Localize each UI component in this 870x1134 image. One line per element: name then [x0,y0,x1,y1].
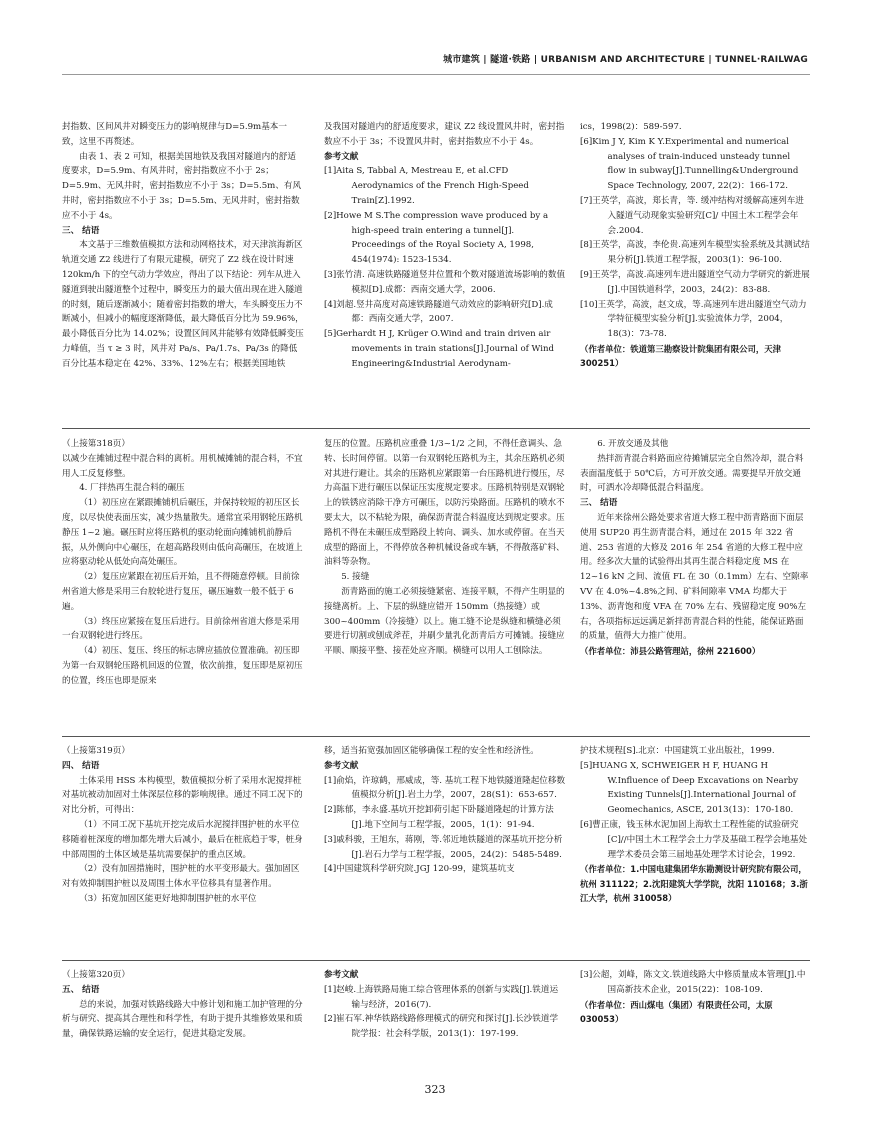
running-header: 城市建筑 | 隧道·铁路 | URBANISM AND ARCHITECTURE | TUNNEL·RAILWAG [443,55,808,65]
paragraph: 沥青路面的施工必须接缝紧密、连接平顺，不得产生明显的接缝离析。上、下层的纵缝应错开 150mm（热接缝）或 300~400mm（冷接缝）以上。施工缝不论是纵缝和横缝必须要进行切割或刨成斧茬，并刷少量乳化沥青后方可摊铺。接缝应平顺、顺接平整、接茬处应齐顺。横缝可以用人工刨除法。 [324,586,565,657]
continued-note: （上接第320页） [62,970,130,980]
subheading: 4. 厂拌热再生混合料的碾压 [79,483,185,494]
reference-item: [1]Aita S, Tabbal A, Mestreau E, et al.CFD Aerodynamics of the French High-Speed Train[Z].1992. [324,166,529,206]
s1-column-3 [580,120,810,371]
section-heading: 三、 结语 [580,498,618,509]
reference-item: [6]曹正康，钱玉林水泥加固上海软土工程性能的试验研究[C]//中国土木工程学会土力学及基础工程学会地基处理学术委员会第三届地基处理学术讨论会，1992. [580,819,808,860]
section-heading: 四、 结语 [62,760,100,771]
paragraph: 以减少在摊铺过程中混合料的离析。用机械摊铺的混合料，不宜用人工反复修整。 [62,453,303,479]
reference-item: [7]王英学，高波，郑长青，等. 缓冲结构对缓解高速列车进入隧道气动现象实验研究[C]/ 中国土木工程学会年会.2004. [580,195,804,236]
reference-item: [1]俞焰，许琼鹤，邢威成，等. 基坑工程下地铁隧道隆起位移数值模拟分析[J].岩土力学，2007，28(S1)：653-657. [324,775,566,801]
s2-column-1 [62,437,304,689]
section-divider [62,960,810,961]
reference-item: [5]Gerhardt H J, Krüger O.Wind and train driven air movements in train stations[J].Journal of Wind Engineering&Industrial Aerodynam- [324,329,555,369]
reference-item: [3]公超，刘峰，陈文文.铁道线路大中修质量成本管理[J].中国高新技术企业，2015(22)：108-109. [580,970,806,995]
paragraph: 热拌沥青混合料路面应待摊铺层完全自然冷却，混合料表面温度低于 50℃后，方可开放交通。需要提早开放交通时，可洒水冷却降低混合料温度。 [580,453,804,494]
reference-item: [3]戚科骏，王旭东，蒋刚，等.邻近地铁隧道的深基坑开挖分析[J].岩石力学与工程学报，2005，24(2)：5485-5489. [324,834,563,860]
reference-item: ics，1998(2)：589-597. [580,122,682,132]
subheading: 5. 接缝 [341,572,370,583]
reference-item: [2]陈郁，李永盛.基坑开挖卸荷引起下卧隧道隆起的计算方法[J].地下空间与工程学报，2005，1(1)：91-94. [324,805,554,830]
paragraph: （3）终压应紧接在复压后进行。目前徐州省道大修是采用一台双钢轮进行终压。 [62,616,300,642]
header-rule [62,74,810,75]
paragraph: 复压的位置。压路机应重叠 1/3~1/2 之间，不得任意调头、急转、长时间停留。以第一台双钢轮压路机为主，其余压路机必须对其进行避让。其余的压路机应紧跟第一台压路机进行慢压，尽力高温下进行碾压以保证压实度规定要求。压路机特别是双钢轮上的铁锈应消除干净方可碾压，以防污染路面。压路机的喷水不要太大，以不粘轮为限，确保沥青混合料温度达到规定要求。压路机不得在未碾压成型路段上转向、调头、加水或停留。在当天成型的路面上，不得停放各种机械设备或车辆，不得散落矿料、油料等杂物。 [324,439,565,568]
reference-item: [2]Howe M S.The compression wave produced by a high-speed train entering a tunnel[J]. Proceedings of the Royal Society A, 1998, 454(1974): 1523-1534. [324,210,549,266]
paragraph: （1）不同工况下基坑开挖完成后水泥搅拌围护桩的水平位移随着桩深度的增加都先增大后减小，最后在桩底趋于零，桩身中部周围的土体区域是基坑需要保护的重点区域。 [62,819,303,860]
paragraph: （4）初压、复压、终压的标志牌应插放位置准确。初压即为第一台双钢轮压路机回返的位置，依次前推，复压即是原初压的位置，终压也即是原来 [62,646,303,686]
paragraph: 土体采用 HSS 本构模型，数值模拟分析了采用水泥搅拌桩对基坑被动加固对土体深层位移的影响规律。通过不同工况下的对比分析，可得出： [62,775,303,816]
reference-item: [3]张竹清. 高速铁路隧道竖井位置和个数对隧道流场影响的数值模拟[D].成都：西南交通大学，2006. [324,269,566,295]
page-number: 323 [424,1083,446,1096]
references-heading: 参考文献 [324,760,359,771]
paragraph: （2）复压应紧跟在初压后开始，且不得随意停顿。目前徐州省道大修是采用三台胶轮进行复压，碾压遍数一般不低于 6 遍。 [62,572,300,612]
reference-item: [5]HUANG X, SCHWEIGER H F, HUANG H W.Influence of Deep Excavations on Nearby Existing Tunnels[J].International Journal of Geomechanics, ASCE, 2013(13)：170-180. [580,760,799,816]
paragraph: 本文基于三维数值模拟方法和动网格技术，对天津滨海新区轨道交通 Z2 线进行了有限元建模，研究了 Z2 线在设计时速 120km/h 下的空气动力学效应，得出了以下结论：列车从进入隧道到驶出隧道整个过程中，瞬变压力的最大值出现在进入隧道的时刻，随后逐渐减小；随着密封指数的增大，车头瞬变压力不断减小，但减小的幅度逐渐降低，最大降低百分比为 59.96%，最小降低百分比为 14.02%；设置区间风井能够有效降低瞬变压力峰值，当 τ ≥ 3 时，风井对 Pa/s、Pa/1.7s、Pa/3s 的降低百分比基本稳定在 42%、33%、12%左右；根据美国地铁 [62,240,304,369]
section-divider [62,736,810,737]
s3-column-2 [324,744,566,877]
author-affiliation: （作者单位：1.中国电建集团华东勘测设计研究院有限公司，杭州 311122；2.沈阳建筑大学学院，沈阳 110168；3.浙江大学，杭州 310058） [580,864,808,904]
subheading: 6. 开放交通及其他 [597,439,669,449]
paragraph: 由表 1、表 2 可知，根据美国地铁及我国对隧道内的舒适度要求，D=5.9m、有风井时，密封指数应不小于 2s；D=5.9m、无风井时，密封指数应不小于 3s；D=5.5m、有风井时，密封指数应不小于 3s；D=5.5m、无风井时，密封指数应不小于 4s。 [62,151,302,221]
s2-column-3 [580,437,810,659]
reference-item: [9]王英学，高波.高速列车进出隧道空气动力学研究的新进展[J].中国铁道科学，2003，24(2)：83-88. [580,269,810,295]
paragraph: 移，适当拓宽强加固区能够确保工程的安全性和经济性。 [324,746,539,756]
reference-item: [4]刘超.竖井高度对高速铁路隧道气动效应的影响研究[D].成都：西南交通大学，2007. [324,299,553,325]
continued-note: （上接第318页） [62,439,130,449]
s4-column-1 [62,968,304,1042]
author-affiliation: （作者单位：沛县公路管理站，徐州 221600） [580,646,761,657]
section-heading: 三、 结语 [62,225,100,236]
paragraph: （1）初压应在紧跟摊铺机后碾压，并保持较短的初压区长度，以尽快使表面压实，减少热量散失。通常宜采用钢轮压路机静压 1~2 遍。碾压时应将压路机的驱动轮面向摊铺机前静后振，从外侧向中心碾压，在超高路段则由低向高碾压，在坡道上应将驱动轮从低处向高处碾压。 [62,498,303,568]
paragraph: 封指数、区间风井对瞬变压力的影响规律与D=5.9m基本一致，这里不再赘述。 [62,122,287,147]
author-affiliation: （作者单位：西山煤电（集团）有限责任公司，太原 030053） [580,999,773,1025]
reference-item: [8]王英学，高波，李伦贵.高速列车模型实验系统及其测试结果分析[J].铁道工程学报，2003(1)：96-100. [580,240,810,266]
s3-column-1 [62,744,304,907]
s2-column-2 [324,437,566,659]
reference-item: [10]王英学，高波，赵文成，等.高速列车进出隧道空气动力学特征模型实验分析[J].实验流体力学，2004，18(3)：73-78. [580,299,807,340]
s1-column-1 [62,120,304,372]
paragraph: 近年来徐州公路处要求省道大修工程中沥青路面下面层使用 SUP20 再生沥青混合料，通过在 2015 年 322 省道、253 省道的大修及 2016 年 254 省道的大修工程中应用。经多次大量的试验得出其再生混合料稳定度 MS 在 12~16 kN 之间、流值 FL 在 30（0.1mm）左右、空隙率 VV 在 4.0%~4.8%之间、矿料间隙率 VMA 均都大于 13%、沥青饱和度 VFA 在 70% 左右、残留稳定度 90%左右，各项指标远远满足新拌沥青混合料的性能，能保证路面的质量，值得大力推广使用。 [580,512,809,642]
paragraph: 及我国对隧道内的舒适度要求，建议 Z2 线设置风井时，密封指数应不小于 3s；不设置风井时，密封指数应不小于 4s。 [324,122,565,147]
s4-column-3 [580,968,810,1027]
references-heading: 参考文献 [324,151,359,162]
reference-item: [6]Kim J Y, Kim K Y.Experimental and numerical analyses of train-induced unsteady tunnel flow in subway[J].Tunnelling&Underground Space Technology, 2007, 22(2)：166-172. [580,136,799,192]
paragraph: （2）没有加固措施时，围护桩的水平变形最大。强加固区对有效抑制围护桩以及周围土体水平位移具有显著作用。 [62,864,300,890]
s4-column-2 [324,968,566,1042]
references-heading: 参考文献 [324,970,359,980]
reference-item: [1]赵峻.上海铁路局施工综合管理体系的创新与实践[J].铁道运输与经济，2016(7). [324,984,559,1010]
reference-item: [4]中国建筑科学研究院.JGJ 120-99，建筑基坑支 [324,864,515,875]
paragraph: 总的来说，加强对铁路线路大中修计划和施工加护管理的分析与研究、提高其合理性和科学性，有助于提升其维修效果和质量，确保铁路运输的安全运行，促进其稳定发展。 [62,999,303,1040]
continued-note: （上接第319页） [62,746,130,756]
reference-item: 护技术规程[S].北京：中国建筑工业出版社，1999. [580,746,775,756]
author-affiliation: （作者单位：铁道第三勘察设计院集团有限公司，天津 300251） [580,343,781,369]
reference-item: [2]崔石军.神华铁路线路修理模式的研究和探讨[J].长沙铁道学院学报：社会科学版，2013(1)：197-199. [324,1014,559,1040]
s3-column-3 [580,744,810,906]
section-heading: 五、 结语 [62,984,100,995]
section-divider [62,428,810,429]
s1-column-2 [324,120,566,372]
paragraph: （3）拓宽加固区能更好地抑制围护桩的水平位 [79,893,257,904]
